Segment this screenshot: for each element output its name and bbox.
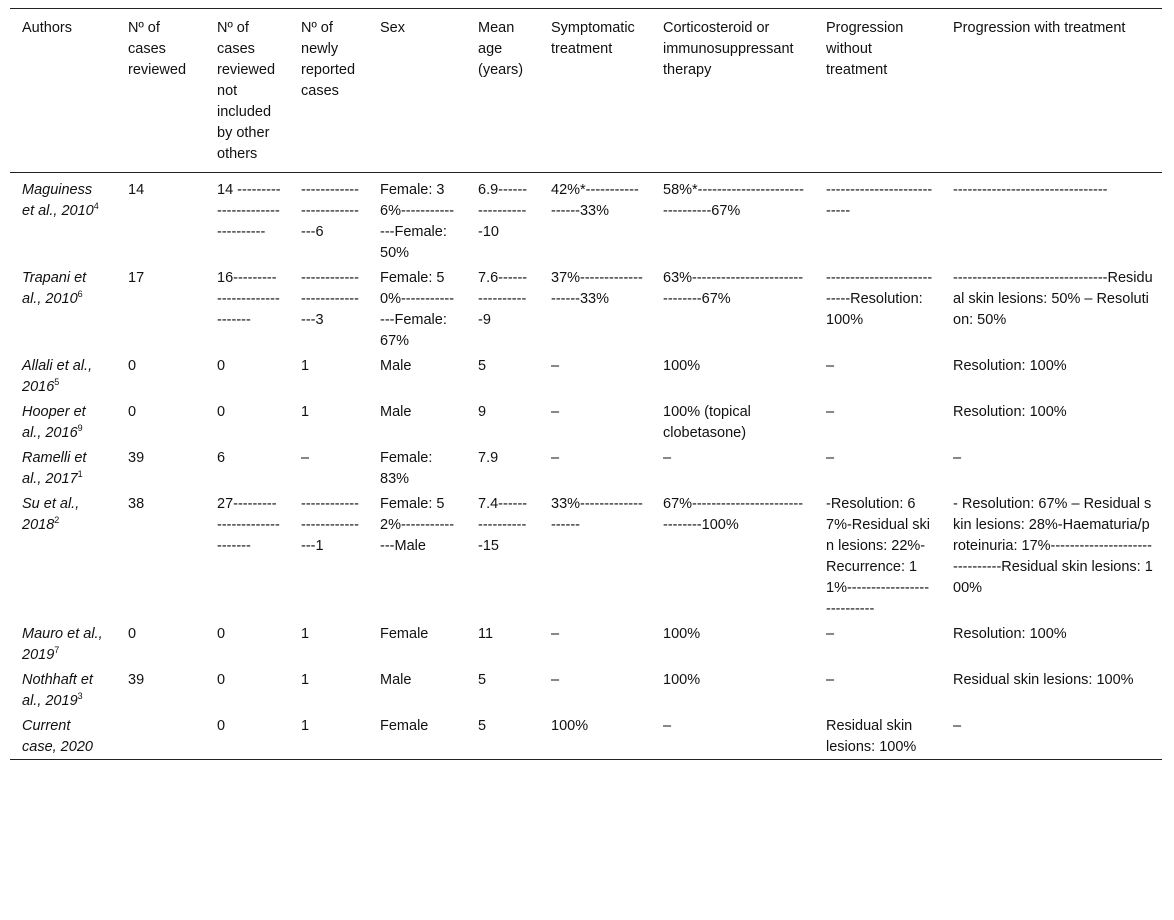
header-authors: Authors xyxy=(10,9,116,173)
table-row xyxy=(10,265,1162,353)
cases-not-included-cell: 6 xyxy=(217,450,226,466)
literature-review-table xyxy=(10,8,1162,760)
cases-not-included-cell: 0 xyxy=(217,358,226,374)
progression-without-cell: Residual skin lesions: 100% xyxy=(814,713,941,760)
progression-with-cell: Resolution: 100% xyxy=(953,626,1067,642)
newly-reported-cell: ---------------------------6 xyxy=(301,182,359,240)
mean-age-cell: 7.4-----------------15 xyxy=(478,496,528,554)
progression-without-cell: -Resolution: 67%-Residual skin lesions: 22%-Recurrence: 11%--------------------------- xyxy=(826,496,930,617)
author-cell xyxy=(10,399,116,445)
cases-reviewed-cell: 39 xyxy=(128,672,145,688)
corticosteroid-cell: – xyxy=(651,713,814,760)
corticosteroid-cell: 100% xyxy=(663,672,701,688)
symptomatic-cell: 100% xyxy=(539,713,651,760)
reference-number: 6 xyxy=(77,289,83,300)
symptomatic-cell: – xyxy=(551,358,560,374)
cases-reviewed-cell: 38 xyxy=(128,496,145,512)
sex-cell: Female xyxy=(368,713,466,760)
cases-reviewed-cell xyxy=(116,713,205,760)
author-cell xyxy=(10,491,116,621)
table-row xyxy=(10,491,1162,621)
newly-reported-cell: 1 xyxy=(301,358,310,374)
mean-age-cell: 5 xyxy=(466,713,539,760)
author-text: Trapani et al., 2010 xyxy=(22,270,87,307)
symptomatic-cell: – xyxy=(551,404,560,420)
header-progression-with-treatment: Progression with treatment xyxy=(941,9,1162,173)
author-text: Ramelli et al., 2017 xyxy=(22,450,87,487)
newly-reported-cell: – xyxy=(301,450,310,466)
sex-cell: Female: 83% xyxy=(380,450,433,487)
header-corticosteroid-therapy: Corticosteroid or immunosuppressant therapy xyxy=(651,9,814,173)
cases-reviewed-cell: 17 xyxy=(128,270,145,286)
header-cases-not-included: Nº of cases reviewed not included by other others xyxy=(205,9,289,173)
corticosteroid-cell: 100% xyxy=(663,358,701,374)
sex-cell: Female: 36%--------------Female: 50% xyxy=(380,182,455,261)
author-text: Maguiness et al., 2010 xyxy=(22,182,94,219)
symptomatic-cell: – xyxy=(551,450,560,466)
newly-reported-cell: 1 xyxy=(301,404,310,420)
author-text: Mauro et al., 2019 xyxy=(22,626,103,663)
table-row xyxy=(10,445,1162,491)
cases-reviewed-cell: 0 xyxy=(128,358,137,374)
progression-with-cell: – xyxy=(953,450,962,466)
reference-number: 9 xyxy=(77,423,83,434)
newly-reported-cell: 1 xyxy=(301,672,310,688)
sex-cell: Female xyxy=(380,626,429,642)
reference-number: 1 xyxy=(77,469,83,480)
corticosteroid-cell: 63%-------------------------------67% xyxy=(663,270,804,307)
mean-age-cell: 7.6-----------------9 xyxy=(478,270,528,328)
symptomatic-cell: – xyxy=(551,672,560,688)
progression-without-cell: --------------------------- xyxy=(826,182,933,219)
symptomatic-cell: 37%-------------------33% xyxy=(551,270,643,307)
symptomatic-cell: 33%------------------- xyxy=(551,496,643,533)
progression-without-cell: – xyxy=(826,358,835,374)
header-progression-without-treatment: Progression without treatment xyxy=(814,9,941,173)
author-text: Current case, 2020 xyxy=(22,718,93,755)
author-cell xyxy=(10,621,116,667)
cases-reviewed-cell: 0 xyxy=(128,404,137,420)
reference-number: 2 xyxy=(54,515,60,526)
cases-not-included-cell: 14 -------------------------------- xyxy=(217,182,281,240)
cases-not-included-cell: 16----------------------------- xyxy=(217,270,280,328)
mean-age-cell: 5 xyxy=(478,672,487,688)
reference-number: 5 xyxy=(54,377,60,388)
sex-cell: Male xyxy=(380,404,412,420)
newly-reported-cell: ---------------------------3 xyxy=(301,270,359,328)
reference-number: 3 xyxy=(77,691,83,702)
table-row xyxy=(10,399,1162,445)
cases-not-included-cell: 0 xyxy=(217,626,226,642)
cases-not-included-cell: 27----------------------------- xyxy=(217,496,280,554)
corticosteroid-cell: 100% xyxy=(663,626,701,642)
header-symptomatic-treatment: Symptomatic treatment xyxy=(539,9,651,173)
corticosteroid-cell: – xyxy=(663,450,672,466)
author-text: Su et al., 2018 xyxy=(22,496,80,533)
header-sex: Sex xyxy=(368,9,466,173)
corticosteroid-cell: 58%*--------------------------------67% xyxy=(663,182,804,219)
author-cell xyxy=(10,713,116,760)
progression-without-cell: – xyxy=(826,450,835,466)
cases-reviewed-cell: 14 xyxy=(128,182,145,198)
mean-age-cell: 11 xyxy=(478,626,494,642)
progression-with-cell: Resolution: 100% xyxy=(953,404,1067,420)
sex-cell: Female: 52%--------------Male xyxy=(380,496,455,554)
mean-age-cell: 9 xyxy=(478,404,487,420)
author-cell xyxy=(10,667,116,713)
reference-number: 4 xyxy=(93,201,99,212)
table-row xyxy=(10,713,1162,760)
sex-cell: Male xyxy=(380,358,412,374)
header-newly-reported: Nº of newly reported cases xyxy=(289,9,368,173)
cases-reviewed-cell: 39 xyxy=(128,450,145,466)
sex-cell: Male xyxy=(380,672,412,688)
author-text: Allali et al., 2016 xyxy=(22,358,93,395)
table-row xyxy=(10,667,1162,713)
mean-age-cell: 6.9-----------------10 xyxy=(478,182,528,240)
progression-without-cell: – xyxy=(826,404,835,420)
reference-number: 7 xyxy=(54,645,60,656)
progression-with-cell: Resolution: 100% xyxy=(953,358,1067,374)
corticosteroid-cell: 67%-------------------------------100% xyxy=(663,496,804,533)
cases-reviewed-cell: 0 xyxy=(128,626,137,642)
author-cell xyxy=(10,353,116,399)
progression-without-cell: ---------------------------Resolution: 100% xyxy=(826,270,933,328)
sex-cell: Female: 50%--------------Female: 67% xyxy=(380,270,455,349)
table-row xyxy=(10,353,1162,399)
progression-with-cell: – xyxy=(941,713,1162,760)
header-mean-age: Mean age (years) xyxy=(466,9,539,173)
symptomatic-cell: 42%*-----------------33% xyxy=(551,182,639,219)
progression-with-cell: -------------------------------- xyxy=(953,182,1108,198)
progression-with-cell: Residual skin lesions: 100% xyxy=(953,672,1134,688)
newly-reported-cell: 1 xyxy=(289,713,368,760)
progression-without-cell: – xyxy=(826,626,835,642)
symptomatic-cell: – xyxy=(551,626,560,642)
progression-with-cell: --------------------------------Residual skin lesions: 50% – Resolution: 50% xyxy=(953,270,1153,328)
author-cell xyxy=(10,265,116,353)
author-text: Hooper et al., 2016 xyxy=(22,404,86,441)
mean-age-cell: 5 xyxy=(478,358,487,374)
progression-with-cell: - Resolution: 67% – Residual skin lesions: 28%-Haematuria/proteinuria: 17%-------------------------------Residual skin lesions: 100% xyxy=(953,496,1153,596)
newly-reported-cell: ---------------------------1 xyxy=(301,496,359,554)
table-container xyxy=(10,8,1162,760)
cases-not-included-cell: 0 xyxy=(217,404,226,420)
author-text: Nothhaft et al., 2019 xyxy=(22,672,93,709)
table-row xyxy=(10,621,1162,667)
header-row xyxy=(10,9,1162,173)
cases-not-included-cell: 0 xyxy=(217,672,226,688)
cases-not-included-cell: 0 xyxy=(205,713,289,760)
progression-without-cell: – xyxy=(826,672,835,688)
author-cell xyxy=(10,445,116,491)
author-cell xyxy=(10,173,116,266)
newly-reported-cell: 1 xyxy=(301,626,310,642)
mean-age-cell: 7.9 xyxy=(478,450,499,466)
corticosteroid-cell: 100% (topical clobetasone) xyxy=(663,404,751,441)
table-row xyxy=(10,173,1162,266)
header-cases-reviewed: Nº of cases reviewed xyxy=(116,9,205,173)
